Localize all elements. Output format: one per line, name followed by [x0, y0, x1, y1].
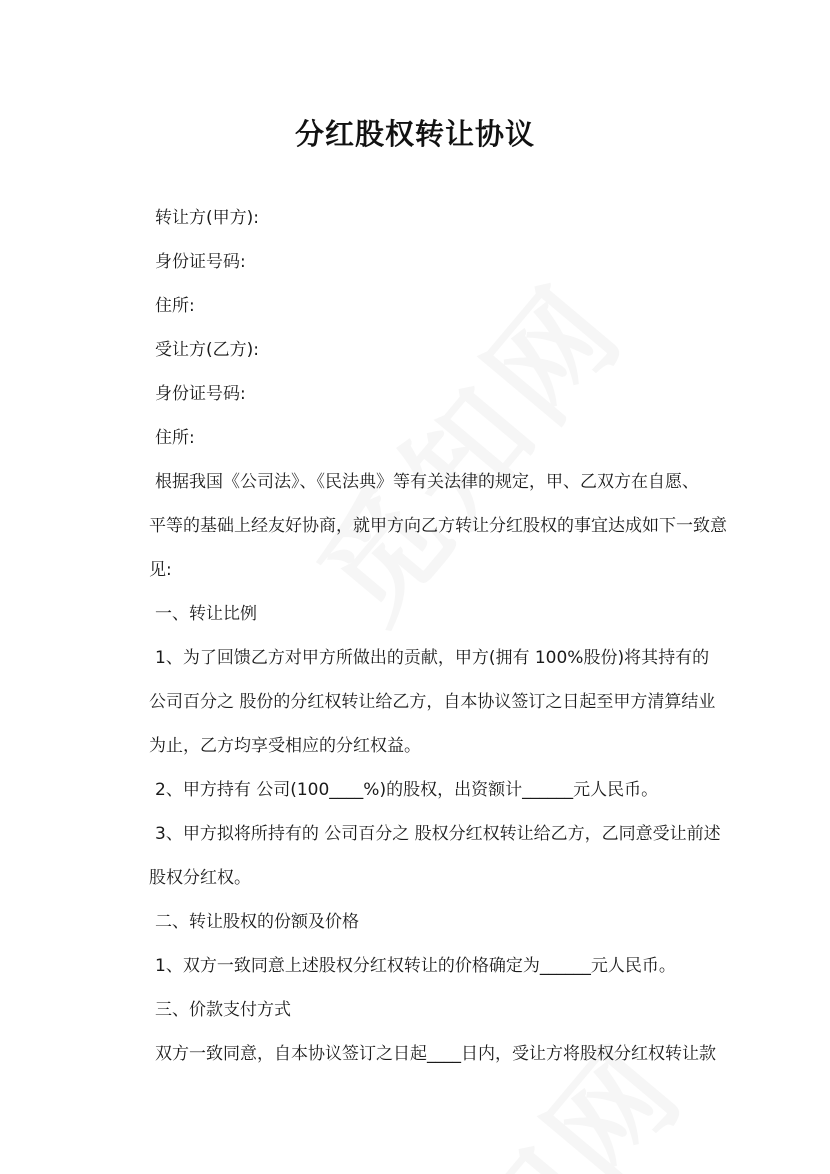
clause-line: 1、为了回馈乙方对甲方所做出的贡献，甲方(拥有 100%股份)将其持有的: [155, 648, 710, 668]
section-heading-2: 二、转让股权的份额及价格: [155, 912, 359, 932]
clause-line: 3、甲方拟将所持有的 公司百分之 股权分红权转让给乙方，乙同意受让前述: [155, 824, 721, 844]
transferor-address-label: 住所:: [155, 296, 195, 316]
transferor-label: 转让方(甲方):: [155, 208, 259, 228]
clause-line: 2、甲方持有 公司(100____%)的股权，出资额计______元人民币。: [155, 780, 659, 800]
clause-line: 1、双方一致同意上述股权分红权转让的价格确定为______元人民币。: [155, 956, 676, 976]
section-heading-1: 一、转让比例: [155, 604, 257, 624]
preamble-line: 平等的基础上经友好协商，就甲方向乙方转让分红股权的事宜达成如下一致意: [149, 516, 727, 536]
document-title: 分红股权转让协议: [294, 117, 535, 151]
clause-line: 公司百分之 股份的分红权转让给乙方，自本协议签订之日起至甲方清算结业: [149, 692, 716, 712]
transferee-address-label: 住所:: [155, 428, 195, 448]
transferee-id-label: 身份证号码:: [155, 384, 246, 404]
section-heading-3: 三、价款支付方式: [155, 1000, 291, 1020]
clause-line: 双方一致同意，自本协议签订之日起____日内，受让方将股权分红权转让款: [155, 1044, 716, 1064]
preamble-line: 根据我国《公司法》、《民法典》等有关法律的规定，甲、乙双方在自愿、: [155, 472, 699, 492]
preamble-line: 见:: [149, 560, 172, 580]
transferor-id-label: 身份证号码:: [155, 252, 246, 272]
clause-line: 为止，乙方均享受相应的分红权益。: [149, 736, 421, 756]
clause-line: 股权分红权。: [149, 868, 251, 888]
transferee-label: 受让方(乙方):: [155, 340, 259, 360]
document-body: [149, 196, 727, 1076]
